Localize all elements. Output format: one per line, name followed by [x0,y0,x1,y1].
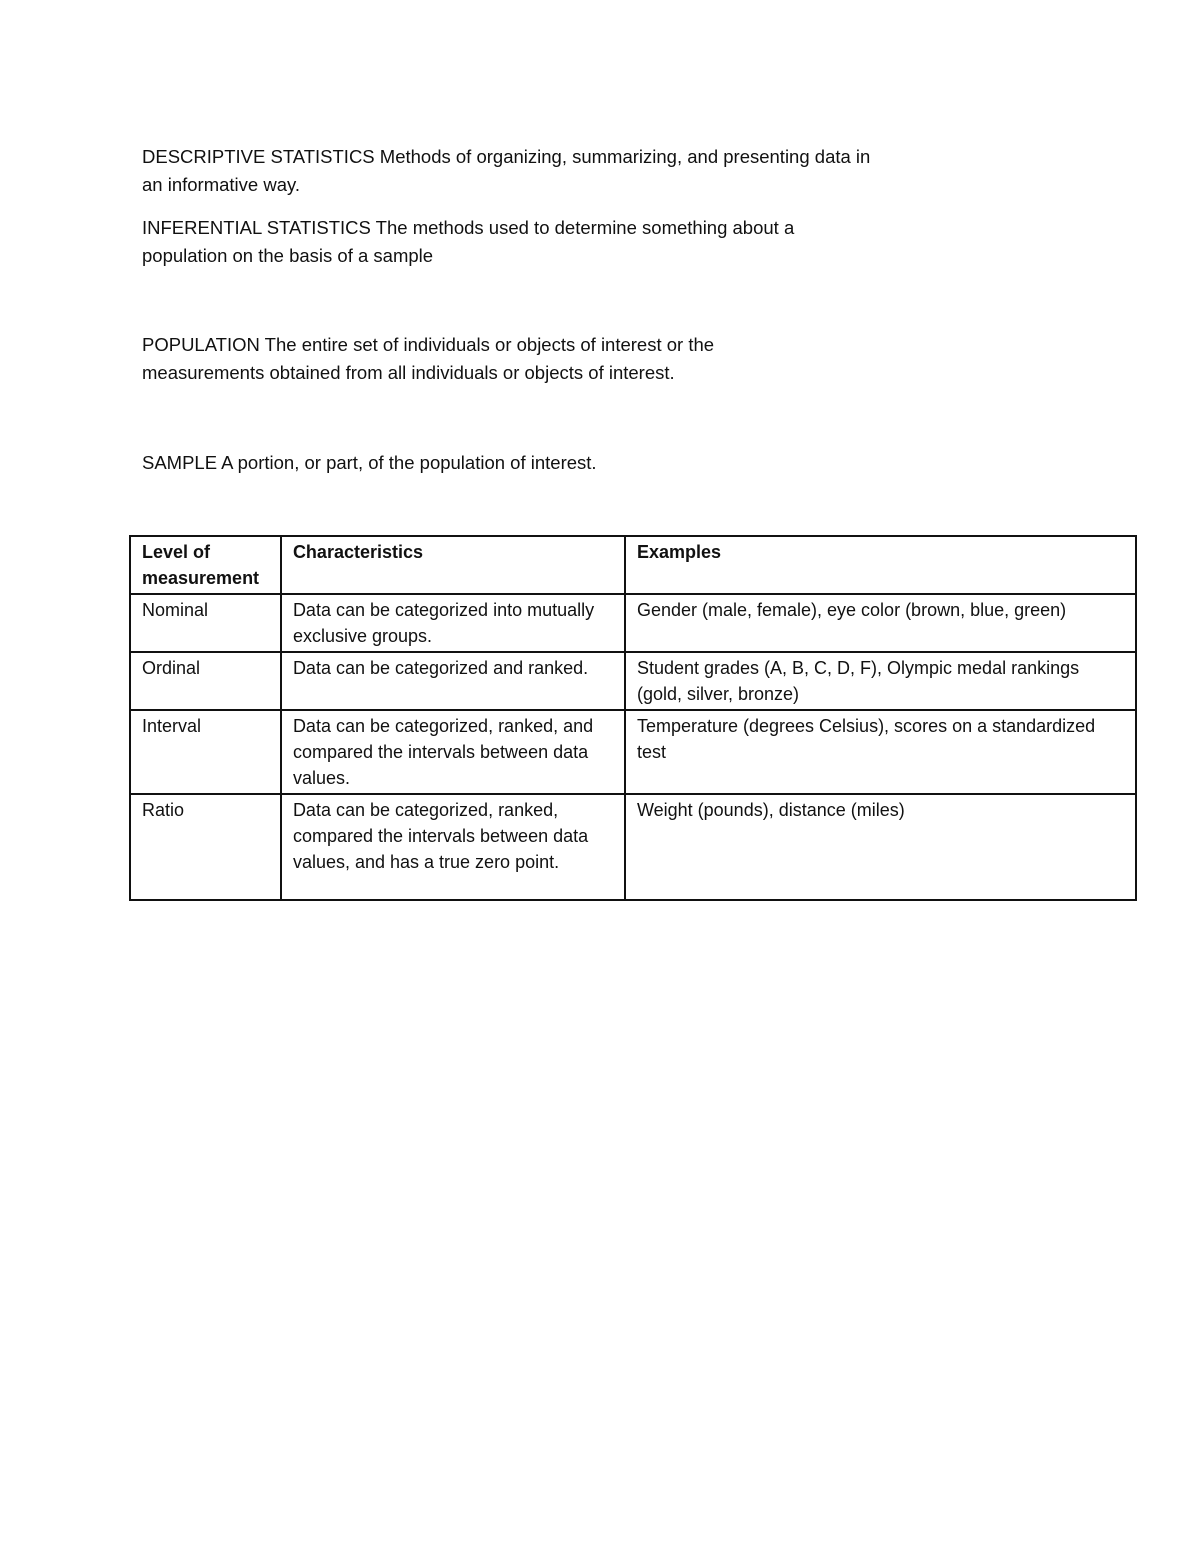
cell-level: Ordinal [130,652,281,710]
inferential-statistics-definition: INFERENTIAL STATISTICS The methods used to determine something about a population on the basis of a sample [142,217,795,266]
cell-level: Interval [130,710,281,794]
cell-examples: Temperature (degrees Celsius), scores on a standardized test [625,710,1136,794]
levels-of-measurement-table [129,535,1137,901]
table-row [130,594,1136,652]
table-header-row [130,536,1136,594]
table-row [130,652,1136,710]
cell-level: Ratio [130,794,281,900]
cell-characteristics: Data can be categorized and ranked. [281,652,625,710]
header-examples: Examples [625,536,1136,594]
header-level: Level of measurement [130,536,281,594]
population-definition: POPULATION The entire set of individuals or objects of interest or the measurements obtained from all individuals or objects of interest. [142,334,715,383]
cell-characteristics: Data can be categorized, ranked, and compared the intervals between data values. [281,710,625,794]
header-characteristics: Characteristics [281,536,625,594]
cell-characteristics: Data can be categorized into mutually exclusive groups. [281,594,625,652]
table-row [130,710,1136,794]
cell-examples: Weight (pounds), distance (miles) [625,794,1136,900]
cell-characteristics: Data can be categorized, ranked, compared the intervals between data values, and has a true zero point. [281,794,625,900]
sample-definition: SAMPLE A portion, or part, of the population of interest. [142,452,597,473]
cell-examples: Gender (male, female), eye color (brown, blue, green) [625,594,1136,652]
cell-level: Nominal [130,594,281,652]
table-row [130,794,1136,900]
descriptive-statistics-definition: DESCRIPTIVE STATISTICS Methods of organizing, summarizing, and presenting data in an informative way. [142,146,871,195]
cell-examples: Student grades (A, B, C, D, F), Olympic medal rankings (gold, silver, bronze) [625,652,1136,710]
